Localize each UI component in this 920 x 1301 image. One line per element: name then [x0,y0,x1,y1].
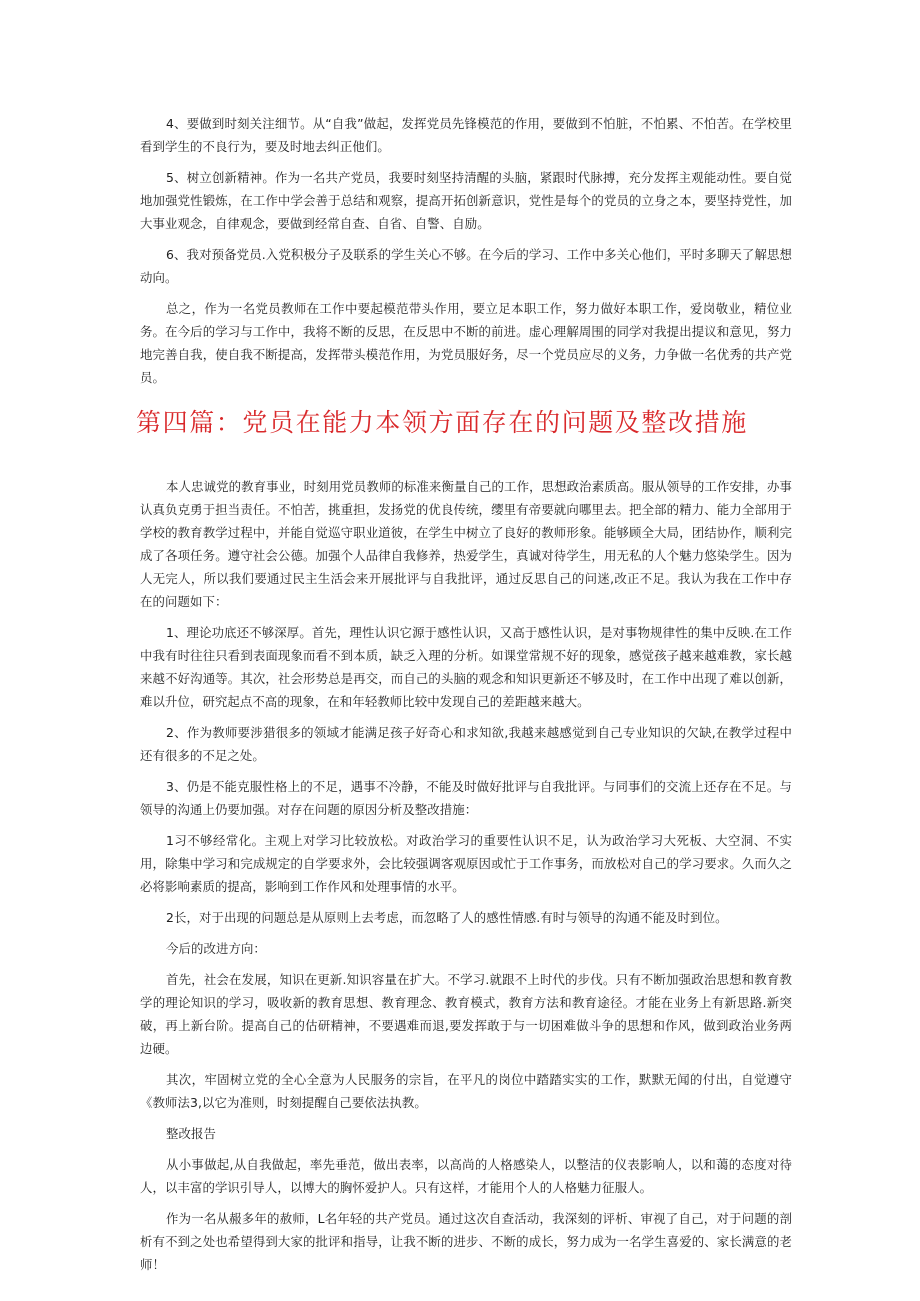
paragraph-item-6: 6、我对预备党员.入党积极分子及联系的学生关心不够。在今后的学习、工作中多关心他们，平时多聊天了解思想动向。 [140,247,792,285]
paragraph-problem-1: 1、理论功底还不够深厚。首先，理性认识它源于感性认识，又高于感性认识，是对事物规律性的集中反映.在工作中我有时往往只看到表面现象而看不到本质，缺乏入理的分析。如课堂常规不好的现象，感觉孩子越来越难教，家长越来越不好沟通等。其次，社会形势总是再交，而自己的头脑的观念和知识更新还不够及时，在工作中出现了难以创新，难以升位，研究起点不高的现象，在和年轻教师比较中发现自己的差距越来越大。 [140,625,792,709]
paragraph-intro: 本人忠诚党的教育事业，时刻用党员教师的标准来衡量自己的工作，思想政治素质高。服从领导的工作安排，办事认真负克勇于担当责任。不怕苦，挑重担，发扬党的优良传统，缨里有帝要就向哪里去。把全部的精力、能力全部用于学校的教育教学过程中，并能自觉巡守职业道彼，在学生中树立了良好的教师形象。能够顾全大局，团结协作，顺利完成了各项任务。遵守社会公德。加强个人品律自我修养，热爱学生，真诚对待学生，用无私的人个魅力悠染学生。因为人无完人，所以我们要通过民主生活会来开展批评与自我批评，通过反思自己的问迷,改正不足。我认为我在工作中存在的问题如下： [140,479,792,609]
paragraph-improve-heading: 今后的改进方向： [166,941,266,956]
paragraph-report-heading: 整改报告 [166,1126,216,1141]
paragraph-summary: 总之，作为一名党员教师在工作中要起模范带头作用，要立足本职工作，努力做好本职工作，爱岗敬业，精位业务。在今后的学习与工作中，我将不断的反思，在反思中不断的前进。虚心理解周围的同学对我提出提议和意见，努力地完善自我，使自我不断提高，发挥带头模范作用，为党员服好务，尽一个党员应尽的义务，力争做一名优秀的共产党员。 [140,301,792,385]
paragraph-report-2: 作为一名从赧多年的赦师，L名年轻的共产党员。通过这次自查活动，我深刻的评析、审视了自己，对于问题的剖析有不到之处也希望得到大家的批评和指导，让我不断的进步、不断的成长，努力成为一名学生喜爱的、家长满意的老师！ [140,1211,792,1272]
paragraph-problem-3: 3、仍是不能克服性格上的不足，遇事不冷静，不能及时做好批评与自我批评。与同事们的交流上还存在不足。与领导的沟通上仍要加强。对存在问题的原因分析及整改措施： [140,779,792,817]
paragraph-report-1: 从小事做起,从自我做起，率先垂范，做出表率，以高尚的人格感染人，以整洁的仪表影响人，以和蔼的态度对待人，以丰富的学识引导人，以博大的胸怀爱护人。只有这样，才能用个人的人格魅力征服人。 [140,1157,792,1195]
paragraph-improve-1: 首先，社会在发展，知识在更新.知识容量在扩大。不学习.就跟不上时代的步伐。只有不断加强政治思想和教育教学的理论知识的学习，吸收新的教育思想、教育理念、教育模式，教育方法和教育途径。才能在业务上有新思路.新突破，再上新台阶。提高自己的估研精神，不要遇难而退,要发挥敢于与一切困难做斗争的思想和作风，做到政治业务两边硬。 [140,972,792,1056]
paragraph-item-5: 5、树立创新精神。作为一名共产党员，我要时刻坚持清醒的头脑，紧跟时代脉搏，充分发挥主观能动性。要自觉地加强党性锻炼，在工作中学会善于总结和观察，提高开拓创新意识，党性是每个的党员的立身之本，要坚持党性，加大事业观念，自律观念，要做到经常自查、自省、自警、自励。 [140,170,792,231]
paragraph-item-4: 4、要做到时刻关注细节。从“自我”做起，发挥党员先锋模范的作用，要做到不怕脏，不怕累、不怕苦。在学校里看到学生的不良行为，要及时地去纠正他们。 [140,116,792,154]
document-body [136,112,792,1284]
section-heading: 第四篇：党员在能力本领方面存在的问题及整改措施 [136,408,748,437]
paragraph-problem-2: 2、作为教师要涉猎很多的领域才能满足孩子好奇心和求知欲,我越来越感觉到自己专业知识的欠缺,在教学过程中还有很多的不足之处。 [140,725,792,763]
paragraph-cause-2: 2长，对于出现的问题总是从原则上去考虑，而忽略了人的感性情感.有时与领导的沟通不能及时到位。 [166,910,728,925]
paragraph-improve-2: 其次，牢固树立党的全心全意为人民服务的宗旨，在平凡的岗位中踏踏实实的工作，默默无闻的付出，自觉遵守《教师法3,以它为准则，时刻提醒自己要依法执教。 [140,1072,792,1110]
paragraph-cause-1: 1习不够经常化。主观上对学习比较放松。对政治学习的重要性认识不足，认为政治学习大死板、大空洞、不实用，除集中学习和完成规定的自学要求外，会比较强调客观原因或忙于工作事务，而放松对自己的学习要求。久而久之必将影响素质的提高，影响到工作作风和处理事情的水平。 [140,833,792,894]
